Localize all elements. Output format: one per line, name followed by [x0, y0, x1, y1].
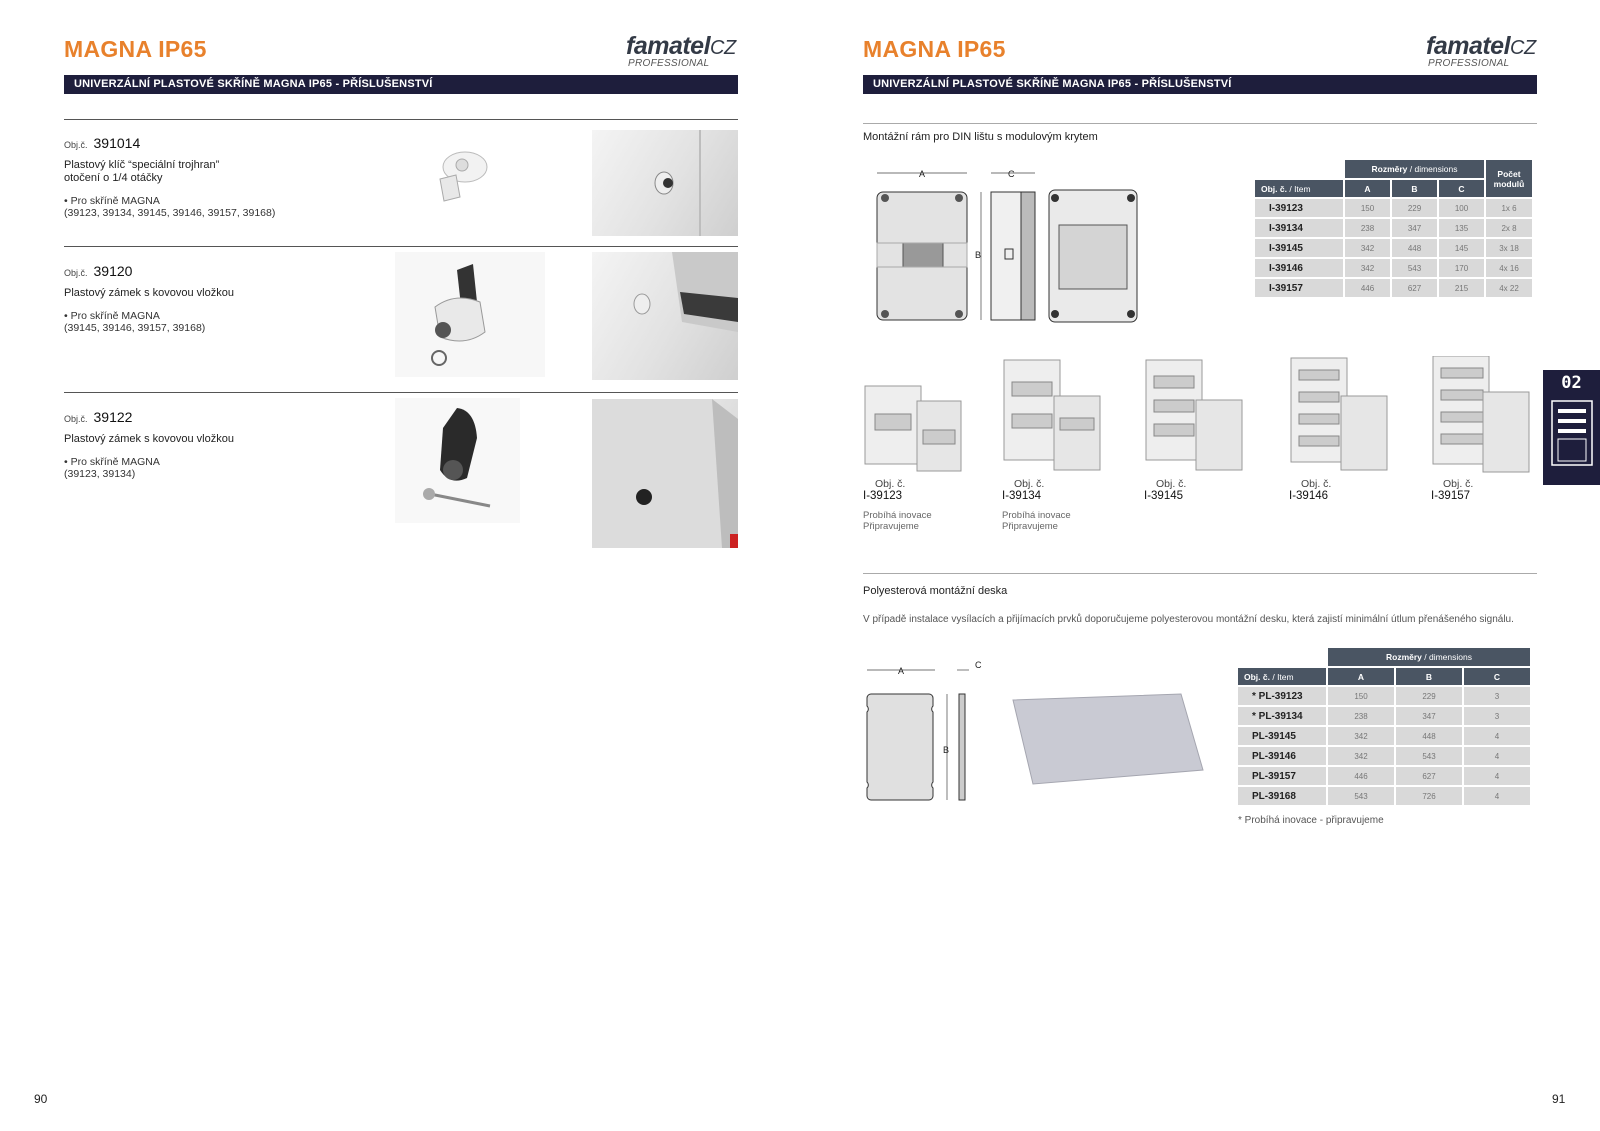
- variant-i-39146: [1289, 356, 1399, 502]
- product-39120: [64, 263, 384, 334]
- table-row: PL-39168 543 726 4: [1238, 787, 1530, 805]
- variant-code: I-39123: [863, 490, 903, 502]
- obj-label: Obj.č.: [64, 414, 88, 424]
- page-number: 91: [1552, 1092, 1566, 1106]
- variant-code: I-39157: [1431, 490, 1471, 502]
- product-number: 391014: [93, 135, 141, 151]
- polyester-plate-table: [1236, 646, 1532, 807]
- variant-obj-label: Obj. č.: [1443, 478, 1474, 490]
- col-a-header: A: [1328, 668, 1394, 685]
- item-header: Obj. č. / Item: [1238, 668, 1326, 685]
- dim-c-label: C: [975, 660, 982, 670]
- plate-drawing: [863, 658, 998, 808]
- variant-i-39145: [1144, 356, 1254, 502]
- section-banner: UNIVERZÁLNÍ PLASTOVÉ SKŘÍNĚ MAGNA IP65 - PŘÍSLUŠENSTVÍ: [64, 75, 738, 94]
- din-frame-table: [1253, 158, 1534, 299]
- variant-code: I-39145: [1144, 490, 1184, 502]
- table-row: PL-39157 446 627 4: [1238, 767, 1530, 785]
- variant-code: I-39134: [1002, 490, 1042, 502]
- variant-i-39134: [1002, 356, 1112, 532]
- product-39122: [64, 409, 384, 480]
- table-row: * PL-39134 238 347 3: [1238, 707, 1530, 725]
- cabinet-icon: [1550, 399, 1594, 467]
- lock-in-use-photo: [592, 252, 738, 380]
- famatel-logo: [1426, 32, 1536, 69]
- dim-b-label: B: [975, 250, 982, 260]
- variant-status: Probíhá inovace Připravujeme: [1002, 510, 1071, 532]
- table-row: PL-39145 342 448 4: [1238, 727, 1530, 745]
- col-c-header: C: [1439, 180, 1484, 197]
- table-row: I-39134 238 347 135 2x 8: [1255, 219, 1532, 237]
- table-row: * PL-39123 150 229 3: [1238, 687, 1530, 705]
- modules-count-header: Počet modulů: [1486, 160, 1532, 197]
- logo-brand: famatel: [626, 32, 711, 60]
- din-frame-drawing: [863, 165, 1153, 330]
- product-description: Plastový klíč “speciální trojhran” otočení o 1/4 otáčky: [64, 159, 220, 184]
- table-row: I-39157 446 627 215 4x 22: [1255, 279, 1532, 297]
- table-row: I-39146 342 543 170 4x 16: [1255, 259, 1532, 277]
- plate-photo: [1003, 688, 1208, 788]
- variant-obj-label: Obj. č.: [1301, 478, 1332, 490]
- col-b-header: B: [1396, 668, 1462, 685]
- variant-code: I-39146: [1289, 490, 1329, 502]
- table-row: I-39123 150 229 100 1x 6: [1255, 199, 1532, 217]
- page-number: 90: [34, 1092, 48, 1106]
- table-row: PL-39146 342 543 4: [1238, 747, 1530, 765]
- logo-brand: famatel: [1426, 32, 1511, 60]
- item-header: Obj. č. / Item: [1255, 180, 1343, 197]
- variant-obj-label: Obj. č.: [1156, 478, 1187, 490]
- section-label-polyester-plate: Polyesterová montážní deska: [863, 585, 1008, 597]
- logo-sub: PROFESSIONAL: [1428, 58, 1510, 69]
- divider: [863, 123, 1537, 124]
- page-title: MAGNA IP65: [863, 36, 1006, 62]
- right-page: [800, 0, 1600, 1131]
- product-number: 39120: [93, 263, 133, 279]
- variant-image: [863, 356, 963, 474]
- chapter-number: 02: [1561, 373, 1582, 393]
- dim-a-label: A: [898, 666, 905, 676]
- black-lock-product-image: [395, 398, 520, 523]
- logo-sub: PROFESSIONAL: [628, 58, 710, 69]
- product-number: 39122: [93, 409, 133, 425]
- logo-suffix: CZ: [710, 37, 736, 59]
- lock-product-image: [395, 252, 545, 377]
- col-b-header: B: [1392, 180, 1437, 197]
- product-note: • Pro skříně MAGNA (39123, 39134): [64, 456, 160, 480]
- variant-i-39123: [863, 356, 973, 532]
- product-note: • Pro skříně MAGNA (39123, 39134, 39145, 39146, 39157, 39168): [64, 195, 276, 219]
- variant-image: [1144, 356, 1244, 474]
- section-description: V případě instalace vysílacích a přijímacích prvků doporučujeme polyesterovou montážní desku, která zajistí minimální útlum přenášeného signálu.: [863, 614, 1514, 625]
- section-banner: UNIVERZÁLNÍ PLASTOVÉ SKŘÍNĚ MAGNA IP65 - PŘÍSLUŠENSTVÍ: [863, 75, 1537, 94]
- variant-obj-label: Obj. č.: [875, 478, 906, 490]
- obj-label: Obj.č.: [64, 140, 88, 150]
- chapter-tab[interactable]: [1543, 370, 1600, 485]
- divider: [64, 119, 738, 120]
- product-description: Plastový zámek s kovovou vložkou: [64, 287, 234, 299]
- variant-image: [1431, 356, 1531, 474]
- col-c-header: C: [1464, 668, 1530, 685]
- divider: [863, 573, 1537, 574]
- variant-status: Probíhá inovace Připravujeme: [863, 510, 932, 532]
- obj-label: Obj.č.: [64, 268, 88, 278]
- dim-a-label: A: [919, 169, 926, 179]
- divider: [64, 392, 738, 393]
- dimensions-header: Rozměry / dimensions: [1345, 160, 1484, 178]
- table-row: I-39145 342 448 145 3x 18: [1255, 239, 1532, 257]
- section-label-din-frame: Montážní rám pro DIN lištu s modulovým krytem: [863, 131, 1098, 143]
- footnote: * Probíhá inovace - připravujeme: [1238, 815, 1384, 826]
- variant-obj-label: Obj. č.: [1014, 478, 1045, 490]
- key-in-use-photo: [592, 130, 738, 236]
- product-description: Plastový zámek s kovovou vložkou: [64, 433, 234, 445]
- variant-i-39157: [1431, 356, 1541, 502]
- dim-c-label: C: [1008, 169, 1015, 179]
- famatel-logo: [626, 32, 736, 69]
- divider: [64, 246, 738, 247]
- key-product-image: [420, 135, 510, 215]
- logo-suffix: CZ: [1510, 37, 1536, 59]
- product-391014: [64, 135, 384, 219]
- col-a-header: A: [1345, 180, 1390, 197]
- product-note: • Pro skříně MAGNA (39145, 39146, 39157, 39168): [64, 310, 206, 334]
- variant-image: [1002, 356, 1102, 474]
- page-title: MAGNA IP65: [64, 36, 207, 62]
- variant-image: [1289, 356, 1389, 474]
- dimensions-header: Rozměry / dimensions: [1328, 648, 1530, 666]
- dim-b-label: B: [943, 745, 950, 755]
- black-lock-in-use-photo: [592, 399, 738, 548]
